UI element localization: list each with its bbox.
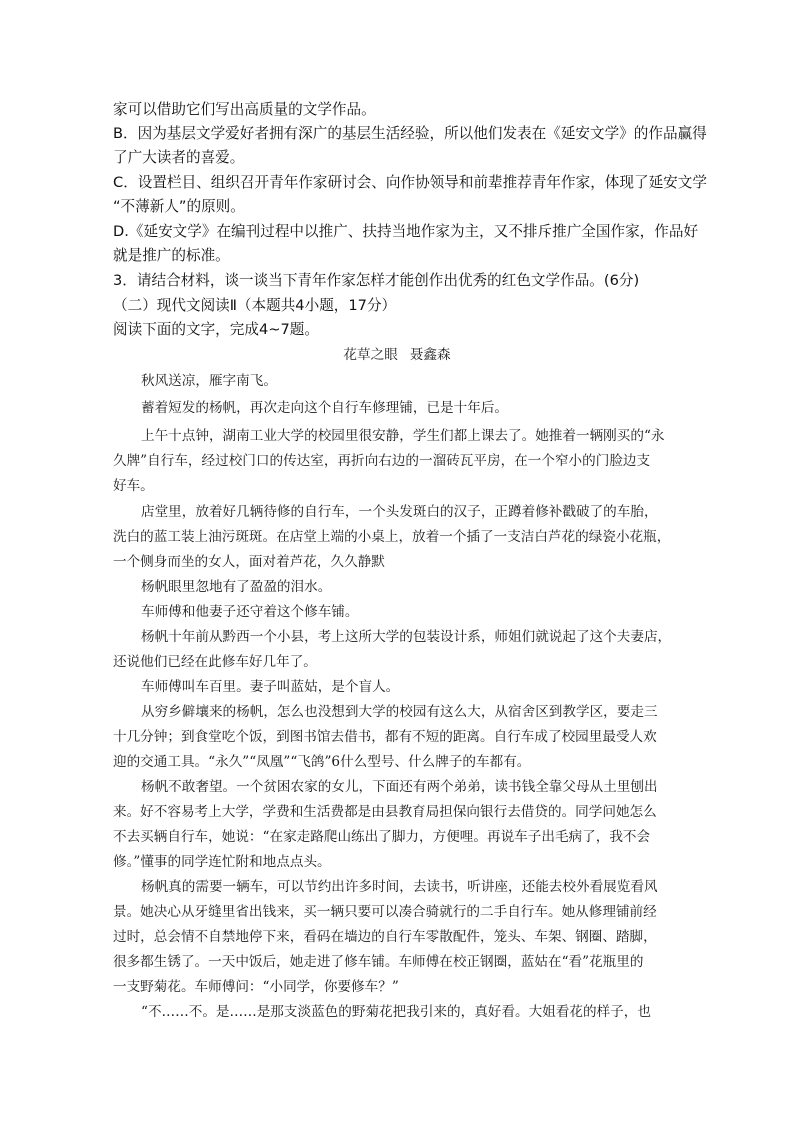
story-line: “不……不。是……是那支淡蓝色的野菊花把我引来的，真好看。大姐看花的样子，也 — [141, 1004, 651, 1020]
option-d-line1: D.《延安文学》在编刊过程中以推广、扶持当地作家为主，又不排斥推广全国作家，作品好 — [113, 223, 699, 240]
story-line: 从穷乡僻壤来的杨帆，怎么也没想到大学的校园有这么大，从宿舍区到教学区，要走三 — [141, 704, 658, 720]
question-3: 3．请结合材料，谈一谈当下青年作家怎样才能创作出优秀的红色文学作品。(6分) — [113, 272, 640, 289]
option-a-tail: 家可以借助它们写出高质量的文学作品。 — [113, 101, 376, 118]
story-line: 洗白的蓝工装上油污斑斑。在店堂上端的小桌上，放着一个插了一支洁白芦花的绿瓷小花瓶， — [113, 529, 671, 545]
story-line: 来。好不容易考上大学，学费和生活费都是由县教育局担保向银行去借贷的。同学问她怎么 — [113, 804, 657, 820]
story-author: 聂鑫森 — [409, 347, 451, 363]
story-line: 一个侧身而坐的女人，面对着芦花，久久静默 — [113, 554, 385, 570]
story-line: 秋风送凉，雁字南飞。 — [141, 373, 277, 389]
section-instruction: 阅读下面的文字，完成4~7题。 — [113, 321, 319, 338]
option-b-line2: 了广大读者的喜爱。 — [113, 149, 245, 166]
story-title-line — [0, 345, 794, 365]
story-line: 迎的交通工具。“永久”“凤凰”“飞鸽”6什么型号、什么牌子的车都有。 — [113, 754, 531, 770]
option-d-line2: 就是推广的标准。 — [113, 247, 230, 264]
story-line: 上午十点钟，湖南工业大学的校园里很安静，学生们都上课去了。她推着一辆刚买的“永 — [141, 428, 665, 444]
story-line: 不去买辆自行车，她说：“在家走路爬山练出了脚力，方便哩。再说车子出毛病了，我不会 — [113, 829, 651, 845]
story-line: 杨帆十年前从黔西一个小县，考上这所大学的包装设计系，师姐们就说起了这个夫妻店， — [141, 629, 672, 645]
story-line: 修。”懂事的同学连忙附和地点点头。 — [113, 854, 331, 870]
option-b-line1: B．因为基层文学爱好者拥有深广的基层生活经验，所以他们发表在《延安文学》的作品赢得 — [113, 125, 707, 142]
story-line: 车师傅和他妻子还守着这个修车铺。 — [141, 604, 359, 620]
story-line: 杨帆不敢奢望。一个贫困农家的女儿，下面还有两个弟弟，读书钱全靠父母从土里刨出 — [141, 779, 658, 795]
story-line: 十几分钟；到食堂吃个饭，到图书馆去借书，都有不短的距离。自行车成了校园里最受人欢 — [113, 729, 657, 745]
story-line: 很多都生锈了。一天中饭后，她走进了修车铺。车师傅在校正钢圈，蓝姑在“看”花瓶里的 — [113, 954, 644, 970]
story-line: 车师傅叫车百里。妻子叫蓝姑，是个盲人。 — [141, 679, 400, 695]
story-line: 蓄着短发的杨帆，再次走向这个自行车修理铺，已是十年后。 — [141, 400, 509, 416]
story-line: 久牌”自行车，经过校门口的传达室，再折向右边的一溜砖瓦平房，在一个窄小的门脸边支 — [113, 453, 651, 469]
story-line: 还说他们已经在此修车好几年了。 — [113, 654, 317, 670]
story-line: 好车。 — [113, 478, 154, 494]
story-line: 杨帆眼里忽地有了盈盈的泪水。 — [141, 579, 332, 595]
story-line: 一支野菊花。车师傅问：“小同学，你要修车？” — [113, 979, 399, 995]
story-title: 花草之眼 — [343, 347, 398, 363]
story-line: 杨帆真的需要一辆车，可以节约出许多时间，去读书，听讲座，还能去校外看展览看风 — [141, 879, 658, 895]
story-line: 店堂里，放着好几辆待修的自行车，一个头发斑白的汉子，正蹲着修补戳破了的车胎， — [141, 504, 658, 520]
option-c-line2: “不薄新人”的原则。 — [113, 198, 245, 215]
story-line: 景。她决心从牙缝里省出钱来，买一辆只要可以凑合骑就行的二手自行车。她从修理铺前经 — [113, 904, 657, 920]
option-c-line1: C．设置栏目、组织召开青年作家研讨会、向作协领导和前辈推荐青年作家，体现了延安文学 — [113, 174, 707, 191]
section-heading: （二）现代文阅读Ⅱ（本题共4小题，17分） — [113, 297, 397, 314]
story-line: 过时，总会情不自禁地停下来，看码在墙边的自行车零散配件，笼头、车架、钢圈、踏脚， — [113, 929, 657, 945]
